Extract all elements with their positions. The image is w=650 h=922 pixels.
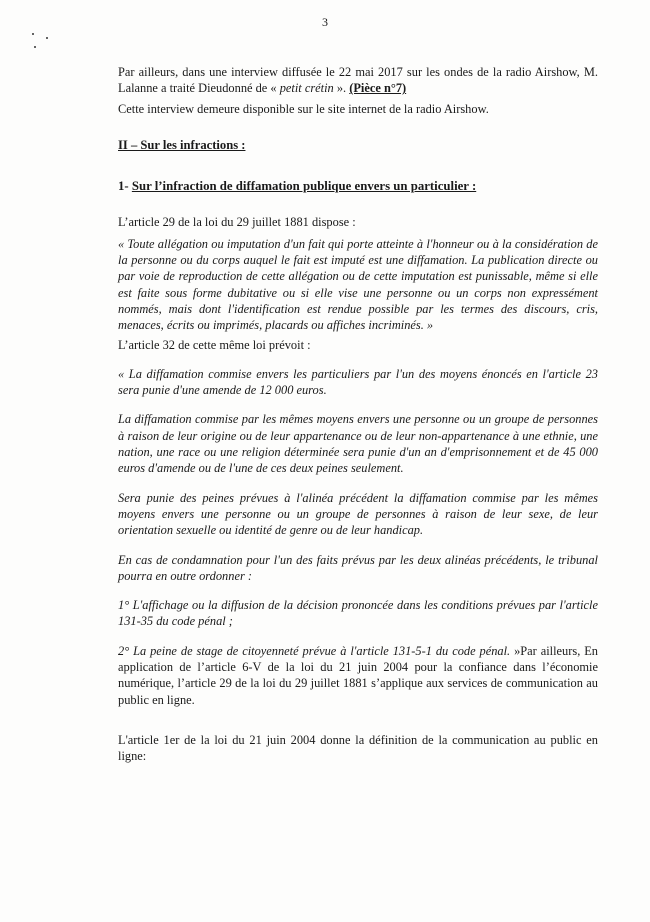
paragraph-interview xyxy=(118,64,598,97)
paragraph-interview-available: Cette interview demeure disponible sur le site internet de la radio Airshow. xyxy=(118,101,489,116)
quote-article-32-para-6: 2° La peine de stage de citoyenneté prévue à l'article 131-5-1 du code pénal. xyxy=(118,643,511,658)
quote-article-32-para-3: Sera punie des peines prévues à l'alinéa précédent la diffamation commise par les mêmes moyens envers une personne ou un groupe de personnes à raison de leur sexe, de leur orientation sexuelle ou identité de genre ou de leur handicap. xyxy=(118,490,598,538)
section-heading: II – Sur les infractions : xyxy=(118,137,246,152)
paragraph-text: ». xyxy=(333,81,350,96)
quote-article-32-para-2: La diffamation commise par les mêmes moyens envers une personne ou un groupe de personnes à raison de leur origine ou de leur appartenance ou de leur non-appartenance à une ethnie, une nation, une race ou une religion déterminée sera punie d'un an d'emprisonnement et de 45 000 euros d'amende ou de l'une de ces deux peines seulement. xyxy=(118,412,598,476)
quoted-insult: petit crétin xyxy=(279,81,334,96)
page-number: 3 xyxy=(322,15,328,29)
paragraph-definition: L'article 1er de la loi du 21 juin 2004 donne la définition de la communication au public en ligne: xyxy=(118,732,598,764)
sub-heading-title: Sur l’infraction de diffamation publique envers un particulier : xyxy=(131,179,477,194)
paragraph-article-29: L’article 29 de la loi du 29 juillet 1881 dispose : xyxy=(118,215,356,230)
sub-heading xyxy=(118,178,598,194)
page-content xyxy=(118,64,598,765)
quote-article-29: « Toute allégation ou imputation d'un fait qui porte atteinte à l'honneur ou à la considération de la personne ou du corps auquel le fait est imputé est une diffamation. La publication directe ou par voie de reproduction de cette allégation ou de cette imputation est punissable, même si elle est faite sous forme dubitative ou si elle vise une personne ou un corps non expressément nommés, mais dont l'identification est rendue possible par les termes des discours, cris, menaces, écrits ou imprimés, placards ou affiches incriminés. » xyxy=(118,236,598,333)
quote-article-32-para-4: En cas de condamnation pour l'un des faits prévus par les deux alinéas précédents, le tribunal pourra en outre ordonner : xyxy=(118,552,598,583)
paragraph-article-32: L’article 32 de cette même loi prévoit : xyxy=(118,337,311,352)
sub-heading-number: 1- xyxy=(118,179,132,194)
paragraph-application-2004 xyxy=(118,643,598,708)
exhibit-reference: (Pièce n°7) xyxy=(349,81,407,96)
scan-specks xyxy=(32,33,62,53)
quote-article-32-para-1: « La diffamation commise envers les particuliers par l'un des moyens énoncés en l'article 23 sera punie d'une amende de 12 000 euros. xyxy=(118,366,598,398)
quote-article-32-para-5: 1° L'affichage ou la diffusion de la décision prononcée dans les conditions prévues par l'article 131-35 du code pénal ; xyxy=(118,598,598,629)
paragraph-text: »Par ailleurs, En application de l’article 6-V de la loi du 21 juin 2004 pour la confiance dans l’économie numérique, l’article 29 de la loi du 29 juillet 1881 s’applique aux services de communication au public en ligne. xyxy=(118,643,598,707)
paragraph-text: Par ailleurs, dans une interview diffusée le 22 mai 2017 sur les ondes de la radio Airshow, M. Lalanne a traité Dieudonné de « xyxy=(118,65,598,96)
